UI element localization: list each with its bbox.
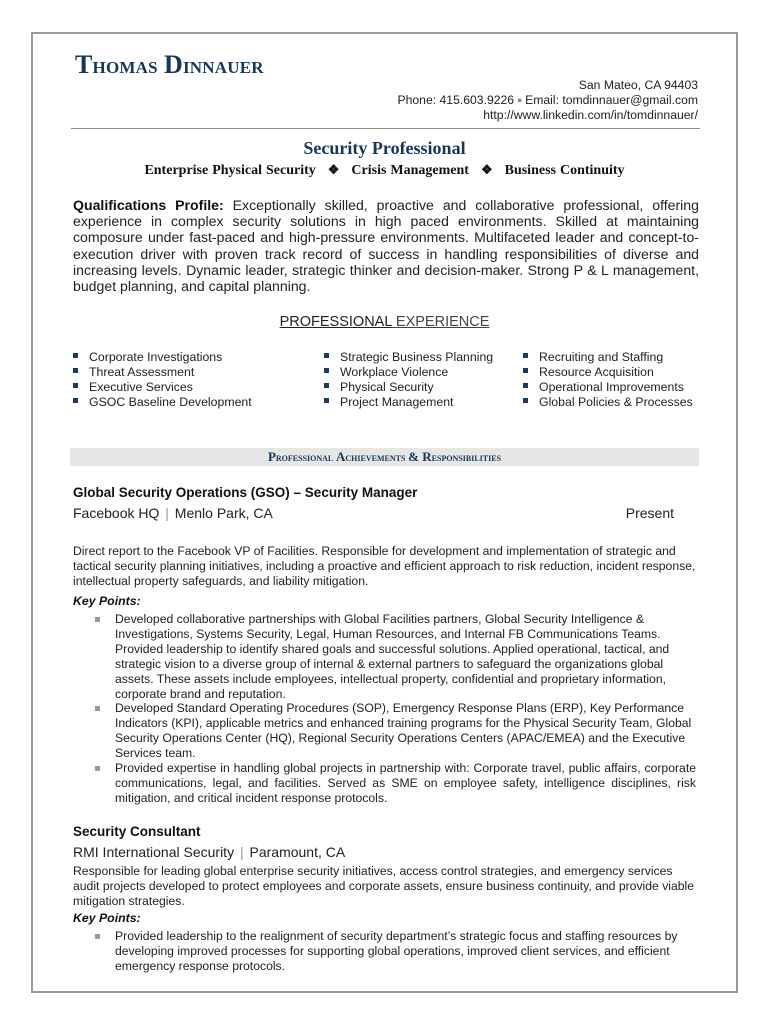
- square-bullet-icon: [73, 368, 78, 373]
- skill-item: Project Management: [324, 395, 493, 410]
- headline-title: Security Professional: [303, 138, 466, 158]
- key-points-list: [95, 929, 696, 974]
- job-summary: Direct report to the Facebook VP of Facilities. Responsible for development and implementation of strategic and tactical security planning initiatives, including a proactive and efficient approach to risk reduction, incident response, intellectual property safeguards, and liability mitigation.: [73, 544, 696, 588]
- key-points-list: [95, 612, 696, 806]
- name-rest-first: homas: [92, 53, 164, 79]
- skills-grid: [73, 350, 713, 414]
- skill-item: Global Policies & Processes: [523, 395, 693, 410]
- experience-heading-part2: EXPERIENCE: [391, 314, 490, 330]
- address: San Mateo, CA 94403: [578, 78, 698, 92]
- specialties-line: [33, 162, 736, 179]
- skill-item: Resource Acquisition: [523, 365, 693, 380]
- square-bullet-icon: [95, 706, 100, 711]
- job-title: Global Security Operations (GSO) – Security Manager: [73, 485, 418, 500]
- band-word: rofessional: [275, 452, 337, 464]
- contact-separator-icon: ■: [517, 97, 522, 105]
- square-bullet-icon: [95, 934, 100, 939]
- name-initial-first: T: [75, 50, 93, 79]
- band-word: chievements: [345, 452, 409, 464]
- company-name: Facebook HQ: [73, 505, 160, 521]
- job-company-line: [73, 505, 273, 521]
- company-divider: |: [239, 844, 244, 860]
- skill-item: Threat Assessment: [73, 365, 252, 380]
- key-points-label: Key Points:: [73, 594, 141, 608]
- qualifications-label: Qualifications Profile:: [73, 197, 224, 213]
- key-point-item: Developed collaborative partnerships with Global Facilities partners, Global Security Intelligence & Investigations, Systems Security, Legal, Human Resources, and Internal FB Communications Teams. Provided leadership to identify shared goals and successful solutions. Applied operational, tactical, and strategic vision to a diverse group of internal & external partners to safeguard the organizations global assets. These assets include employees, intellectual property, confidential and proprietary information, corporate brand and reputation.: [95, 612, 696, 701]
- experience-heading: [33, 314, 736, 330]
- name-initial-last: D: [163, 50, 183, 79]
- experience-heading-part1: PROFESSIONAL: [279, 314, 392, 330]
- contact-block: [398, 78, 699, 123]
- job-title: Security Consultant: [73, 824, 201, 839]
- skill-item: GSOC Baseline Development: [73, 395, 252, 410]
- job-company-line: [73, 844, 345, 860]
- skills-column-3: [523, 350, 693, 410]
- skill-item: Operational Improvements: [523, 380, 693, 395]
- job-summary: Responsible for leading global enterprise security initiatives, access control strategies, and emergency services audit projects developed to protect employees and corporate assets, ensure business continuity, and provide viable mitigation strategies.: [73, 864, 695, 908]
- company-divider: |: [165, 505, 169, 521]
- company-location: Menlo Park, CA: [174, 505, 273, 521]
- square-bullet-icon: [324, 368, 329, 373]
- band-cap: R: [422, 449, 432, 464]
- square-bullet-icon: [324, 383, 329, 388]
- diamond-separator-icon: ❖: [327, 162, 340, 177]
- company-location: Paramount, CA: [249, 844, 346, 860]
- achievements-section-header: [70, 448, 699, 466]
- linkedin-link[interactable]: http://www.linkedin.com/in/tomdinnauer/: [483, 108, 698, 123]
- company-name: RMI International Security: [73, 844, 235, 860]
- square-bullet-icon: [324, 398, 329, 403]
- square-bullet-icon: [523, 368, 528, 373]
- skill-item: Corporate Investigations: [73, 350, 252, 365]
- job-dates: Present: [625, 505, 674, 521]
- band-ampersand: &: [408, 449, 423, 464]
- key-point-item: Provided leadership to the realignment of security department’s strategic focus and staffing resources by developing improved processes for supporting global operations, improved client services, and efficient emergency response protocols.: [95, 929, 696, 974]
- square-bullet-icon: [523, 353, 528, 358]
- skill-item: Workplace Violence: [324, 365, 493, 380]
- skill-item: Recruiting and Staffing: [523, 350, 693, 365]
- square-bullet-icon: [324, 353, 329, 358]
- diamond-separator-icon: ❖: [480, 162, 493, 177]
- square-bullet-icon: [73, 398, 78, 403]
- skills-column-2: [324, 350, 493, 410]
- header-divider: [71, 128, 700, 129]
- square-bullet-icon: [95, 766, 100, 771]
- skill-item: Strategic Business Planning: [324, 350, 493, 365]
- skill-item: Executive Services: [73, 380, 252, 395]
- phone-email-line: [398, 93, 699, 108]
- resume-page: [31, 32, 738, 993]
- square-bullet-icon: [523, 383, 528, 388]
- square-bullet-icon: [95, 617, 100, 622]
- name-rest-last: innauer: [182, 53, 264, 79]
- band-cap: P: [267, 449, 276, 464]
- specialty-3: Business Continuity: [504, 163, 625, 178]
- qualifications-text: Exceptionally skilled, proactive and collaborative professional, offering experience in complex security solutions in high paced environments. Skilled at maintaining composure under fast-paced and high-pressure environments. Multifaceted leader and concept-to-execution driver with proven track record of success in handling responsibilities of diverse and increasing levels. Dynamic leader, strategic thinker and decision-maker. Strong P & L management, budget planning, and capital planning.: [73, 197, 699, 295]
- band-word: esponsibilities: [431, 452, 502, 464]
- key-points-label: Key Points:: [73, 911, 141, 925]
- skill-item: Physical Security: [324, 380, 493, 395]
- candidate-name: [75, 50, 264, 80]
- specialty-1: Enterprise Physical Security: [144, 163, 316, 178]
- square-bullet-icon: [73, 353, 78, 358]
- square-bullet-icon: [523, 398, 528, 403]
- skills-column-1: [73, 350, 252, 410]
- key-point-item: Developed Standard Operating Procedures (SOP), Emergency Response Plans (ERP), Key Performance Indicators (KPI), applicable metrics and enhanced training programs for the Physical Security Team, Global Security Operations Center (HQ), Regional Security Operations Centers (APAC/EMEA) and the Executive Services team.: [95, 701, 696, 761]
- specialty-2: Crisis Management: [351, 163, 469, 178]
- key-point-item: Provided expertise in handling global projects in partnership with: Corporate travel, public affairs, corporate communications, legal, and facilities. Served as SME on employee safety, intelligence disciplines, risk mitigation, and critical incident response protocols.: [95, 761, 696, 806]
- square-bullet-icon: [73, 383, 78, 388]
- phone: Phone: 415.603.9226: [397, 93, 515, 107]
- band-cap: A: [336, 449, 346, 464]
- email-link[interactable]: Email: tomdinnauer@gmail.com: [525, 93, 698, 107]
- qualifications-profile: [73, 197, 699, 294]
